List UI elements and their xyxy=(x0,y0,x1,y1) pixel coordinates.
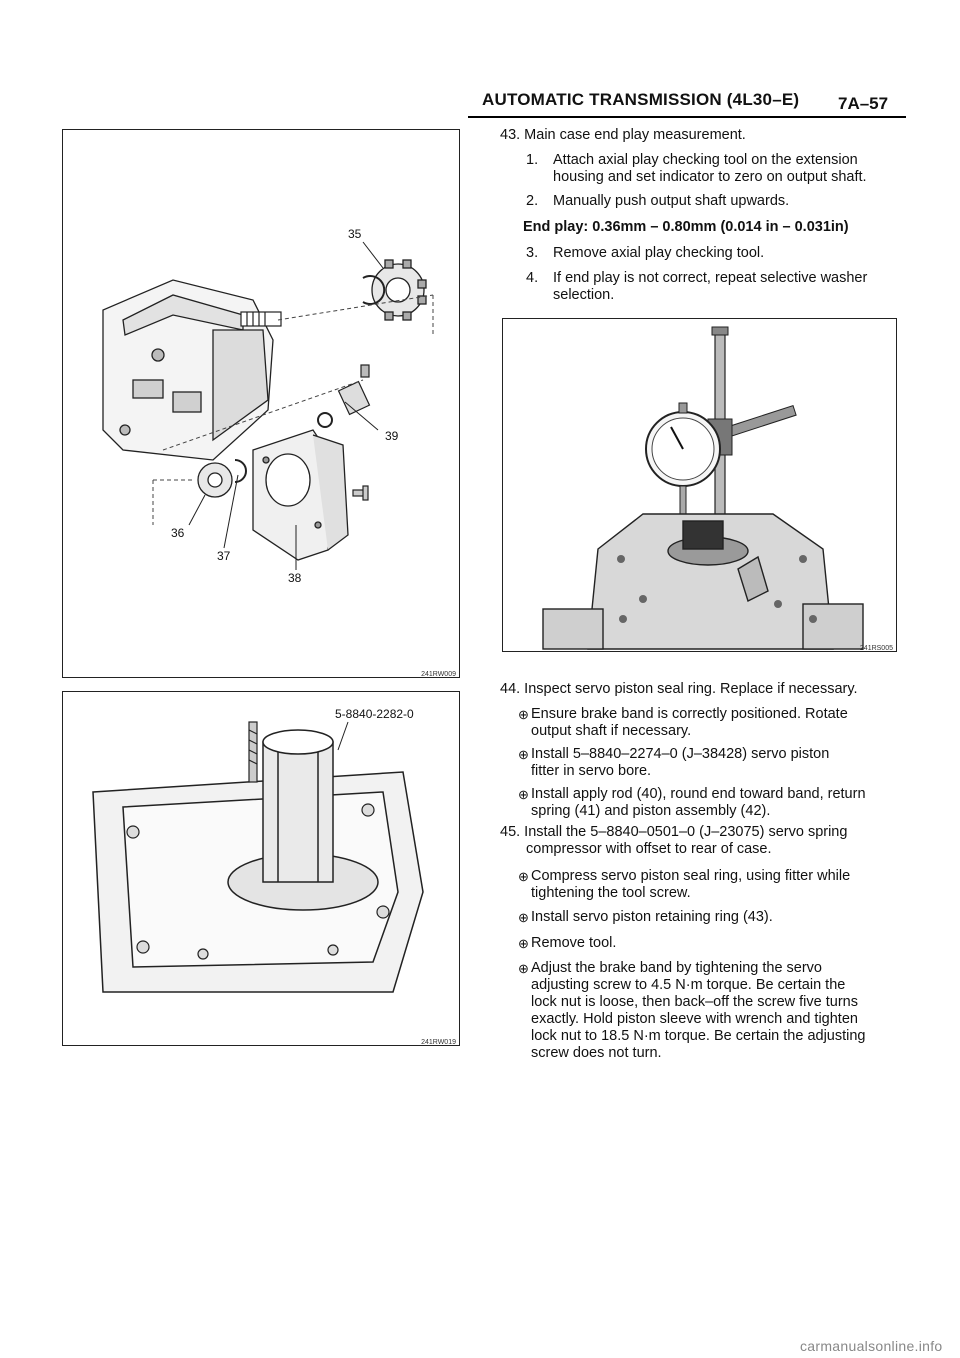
item-text-line: If end play is not correct, repeat selective washer xyxy=(553,270,868,286)
bullet-icon: ⊕ xyxy=(518,787,529,802)
item-text-line: housing and set indicator to zero on output shaft. xyxy=(553,169,867,185)
item-number: 4. xyxy=(526,270,539,286)
page-header-title: AUTOMATIC TRANSMISSION (4L30–E) xyxy=(482,90,800,109)
item-text-line: Manually push output shaft upwards. xyxy=(553,193,790,209)
bullet-text-line: spring (41) and piston assembly (42). xyxy=(531,803,771,819)
item-number: 1. xyxy=(526,152,539,168)
bullet-text-line: Compress servo piston seal ring, using fitter while xyxy=(531,868,851,884)
figure-code: 241RW009 xyxy=(421,671,456,678)
callout-37: 37 xyxy=(217,549,231,563)
step-45-title-line: 45. Install the 5–8840–0501–0 (J–23075) servo spring xyxy=(500,824,848,840)
bullet-text-line: Install 5–8840–2274–0 (J–38428) servo piston xyxy=(531,746,830,762)
footer-watermark[interactable]: carmanualsonline.info xyxy=(800,1338,943,1354)
bullet-icon: ⊕ xyxy=(518,747,529,762)
bullet-text-line: Remove tool. xyxy=(531,935,617,951)
servo-tool-illustration xyxy=(63,692,459,1045)
bullet-icon: ⊕ xyxy=(518,910,529,925)
figure-code: 241RW019 xyxy=(421,1039,456,1046)
bullet-icon: ⊕ xyxy=(518,936,529,951)
bullet-text-line: Adjust the brake band by tightening the servo xyxy=(531,960,822,976)
step-44-title: 44. Inspect servo piston seal ring. Replace if necessary. xyxy=(500,681,858,697)
bullet-text-line: Ensure brake band is correctly positioned. Rotate xyxy=(531,706,848,722)
figure-exploded-view xyxy=(62,129,460,678)
page-number: 7A–57 xyxy=(838,94,889,113)
bullet-text-line: fitter in servo bore. xyxy=(531,763,652,779)
end-play-spec: End play: 0.36mm – 0.80mm (0.014 in – 0.031in) xyxy=(523,219,849,235)
bullet-text-line: lock nut to 18.5 N·m torque. Be certain the adjusting xyxy=(531,1028,866,1044)
figure-servo-tool xyxy=(62,691,460,1046)
item-number: 2. xyxy=(526,193,539,209)
bullet-text-line: output shaft if necessary. xyxy=(531,723,692,739)
exploded-view-illustration xyxy=(63,130,459,677)
item-text-line: selection. xyxy=(553,287,615,303)
dial-indicator-illustration xyxy=(503,319,896,651)
bullet-icon: ⊕ xyxy=(518,961,529,976)
step-45-title xyxy=(500,824,847,841)
item-text-line: Remove axial play checking tool. xyxy=(553,245,765,261)
figure-dial-indicator xyxy=(502,318,897,652)
bullet-icon: ⊕ xyxy=(518,707,529,722)
callout-39: 39 xyxy=(385,429,399,443)
callout-35: 35 xyxy=(348,227,362,241)
item-text-line: Attach axial play checking tool on the extension xyxy=(553,152,858,168)
figure-code: 241RS005 xyxy=(859,645,893,652)
callout-38: 38 xyxy=(288,571,302,585)
step-45-title-line-2: compressor with offset to rear of case. xyxy=(526,841,772,857)
callout-36: 36 xyxy=(171,526,185,540)
bullet-icon: ⊕ xyxy=(518,869,529,884)
bullet-text-line: screw does not turn. xyxy=(531,1045,662,1061)
header-divider xyxy=(468,116,906,118)
step-43-title: 43. Main case end play measurement. xyxy=(500,127,746,143)
bullet-text-line: exactly. Hold piston sleeve with wrench and tighten xyxy=(531,1011,858,1027)
bullet-text-line: tightening the tool screw. xyxy=(531,885,691,901)
item-number: 3. xyxy=(526,245,539,261)
bullet-text-line: Install apply rod (40), round end toward band, return xyxy=(531,786,866,802)
bullet-text-line: lock nut is loose, then back–off the screw five turns xyxy=(531,994,858,1010)
bullet-text-line: adjusting screw to 4.5 N·m torque. Be certain the xyxy=(531,977,846,993)
bullet-text-line: Install servo piston retaining ring (43). xyxy=(531,909,773,925)
tool-callout: 5-8840-2282-0 xyxy=(335,707,414,721)
